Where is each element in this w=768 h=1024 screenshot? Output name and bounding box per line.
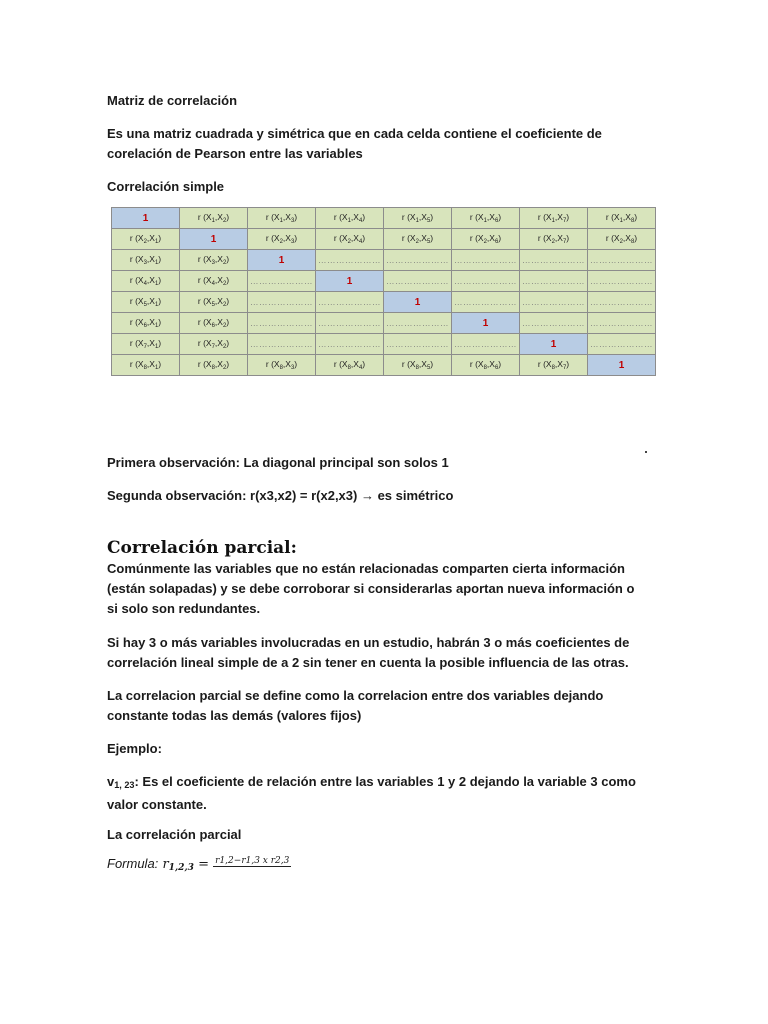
matrix-cell: ………………… <box>452 271 520 292</box>
paragraph-tres-variables: Si hay 3 o más variables involucradas en un estudio, habrán 3 o más coeficientes de correlación lineal simple de a 2 sin tener en cuenta la posible influencia de las otras. <box>107 635 630 670</box>
matrix-cell: r $(X_1,X_2)$ <box>180 208 248 229</box>
matrix-diagonal-cell: 1 <box>248 250 316 271</box>
matrix-cell: ………………… <box>384 334 452 355</box>
matrix-cell: r $(X_2,X_4)$ <box>316 229 384 250</box>
formula-numerator: r1,2−r1,3 x r2,3 <box>215 856 290 866</box>
matrix-cell: ………………… <box>452 334 520 355</box>
matrix-diagonal-cell: 1 <box>180 229 248 250</box>
matrix-cell: r $(X_8,X_7)$ <box>520 355 588 376</box>
ejemplo-label: Ejemplo: <box>107 741 162 756</box>
matrix-cell: r $(X_4,X_1)$ <box>112 271 180 292</box>
v-text: : Es el coeficiente de relación entre las variables 1 y 2 dejando la variable 3 como valor constante. <box>107 774 636 812</box>
matrix-diagonal-cell: 1 <box>112 208 180 229</box>
partial-label: La correlación parcial <box>107 827 242 842</box>
example-description <box>107 772 647 815</box>
matrix-diagonal-cell: 1 <box>520 334 588 355</box>
formula-fraction <box>213 856 291 873</box>
matrix-cell: r $(X_4,X_2)$ <box>180 271 248 292</box>
paragraph-definicion: La correlacion parcial se define como la correlacion entre dos variables dejando constante todas las demás (valores fijos) <box>107 688 604 723</box>
matrix-cell: ………………… <box>588 250 656 271</box>
matrix-cell: r $(X_2,X_1)$ <box>112 229 180 250</box>
matrix-cell: r $(X_3,X_2)$ <box>180 250 248 271</box>
matrix-cell: ………………… <box>520 313 588 334</box>
formula-lhs: $r_{1,2,3}$ <box>162 857 194 873</box>
matrix-cell: ………………… <box>588 313 656 334</box>
matrix-cell: r $(X_2,X_3)$ <box>248 229 316 250</box>
matrix-cell: r $(X_3,X_1)$ <box>112 250 180 271</box>
simple-label: Correlación simple <box>107 179 225 194</box>
matrix-cell: r $(X_8,X_3)$ <box>248 355 316 376</box>
matrix-cell: ………………… <box>248 271 316 292</box>
matrix-cell: ………………… <box>384 313 452 334</box>
matrix-row <box>112 292 656 313</box>
matrix-diagonal-cell: 1 <box>452 313 520 334</box>
matrix-cell: r $(X_2,X_7)$ <box>520 229 588 250</box>
matrix-cell: ………………… <box>316 334 384 355</box>
matrix-cell: r $(X_1,X_7)$ <box>520 208 588 229</box>
matrix-cell: r $(X_8,X_5)$ <box>384 355 452 376</box>
heading-correlacion-parcial: Correlación parcial: <box>107 538 297 558</box>
matrix-cell: r $(X_6,X_1)$ <box>112 313 180 334</box>
matrix-cell: ………………… <box>452 292 520 313</box>
matrix-row <box>112 334 656 355</box>
second-observation: Segunda observación: r(x3,x2) = r(x2,x3) → es simétrico <box>107 488 454 503</box>
matrix-row <box>112 250 656 271</box>
matrix-cell: ………………… <box>588 292 656 313</box>
paragraph-solapadas: Comúnmente las variables que no están relacionadas comparten cierta información (están solapadas) y se debe corroborar si considerarlas aportan nueva información o si solo son redundantes. <box>107 561 635 616</box>
matrix-cell: ………………… <box>248 313 316 334</box>
matrix-cell: ………………… <box>316 250 384 271</box>
matrix-cell: ………………… <box>520 250 588 271</box>
matrix-cell: r $(X_1,X_4)$ <box>316 208 384 229</box>
v-subscript: 1, 23 <box>114 780 135 790</box>
matrix-cell: r $(X_2,X_8)$ <box>588 229 656 250</box>
matrix-cell: ………………… <box>520 271 588 292</box>
matrix-cell: r $(X_5,X_1)$ <box>112 292 180 313</box>
formula <box>107 856 291 873</box>
matrix-diagonal-cell: 1 <box>384 292 452 313</box>
matrix-cell: r $(X_1,X_5)$ <box>384 208 452 229</box>
matrix-row <box>112 355 656 376</box>
matrix-cell: r $(X_7,X_1)$ <box>112 334 180 355</box>
matrix-cell: r $(X_8,X_2)$ <box>180 355 248 376</box>
matrix-cell: ………………… <box>588 334 656 355</box>
matrix-cell: r $(X_1,X_6)$ <box>452 208 520 229</box>
matrix-cell: ………………… <box>316 292 384 313</box>
matrix-cell: r $(X_6,X_2)$ <box>180 313 248 334</box>
stray-mark <box>645 451 647 453</box>
matrix-cell: ………………… <box>520 292 588 313</box>
matrix-diagonal-cell: 1 <box>316 271 384 292</box>
correlation-matrix <box>111 207 656 376</box>
matrix-row <box>112 229 656 250</box>
matrix-row <box>112 208 656 229</box>
formula-label: Formula: <box>107 856 159 871</box>
matrix-cell: ………………… <box>384 271 452 292</box>
matrix-cell: ………………… <box>588 271 656 292</box>
matrix-cell: ………………… <box>248 292 316 313</box>
matrix-cell: r $(X_5,X_2)$ <box>180 292 248 313</box>
matrix-diagonal-cell: 1 <box>588 355 656 376</box>
matrix-cell: r $(X_1,X_3)$ <box>248 208 316 229</box>
matrix-cell: ………………… <box>248 334 316 355</box>
matrix-cell: r $(X_8,X_6)$ <box>452 355 520 376</box>
heading-matriz: Matriz de correlación <box>107 93 238 108</box>
matrix-cell: ………………… <box>316 313 384 334</box>
matrix-cell: r $(X_7,X_2)$ <box>180 334 248 355</box>
intro-paragraph: Es una matriz cuadrada y simétrica que en cada celda contiene el coeficiente de corelación de Pearson entre las variables <box>107 126 602 161</box>
first-observation: Primera observación: La diagonal principal son solos 1 <box>107 455 449 470</box>
matrix-cell: r $(X_2,X_5)$ <box>384 229 452 250</box>
matrix-cell: r $(X_1,X_8)$ <box>588 208 656 229</box>
matrix-row <box>112 271 656 292</box>
matrix-cell: r $(X_8,X_4)$ <box>316 355 384 376</box>
matrix-row <box>112 313 656 334</box>
v-symbol: v <box>107 774 115 789</box>
matrix-cell: ………………… <box>452 250 520 271</box>
formula-equals: = <box>193 857 214 872</box>
matrix-cell: r $(X_2,X_6)$ <box>452 229 520 250</box>
matrix-cell: r $(X_8,X_1)$ <box>112 355 180 376</box>
matrix-cell: ………………… <box>384 250 452 271</box>
